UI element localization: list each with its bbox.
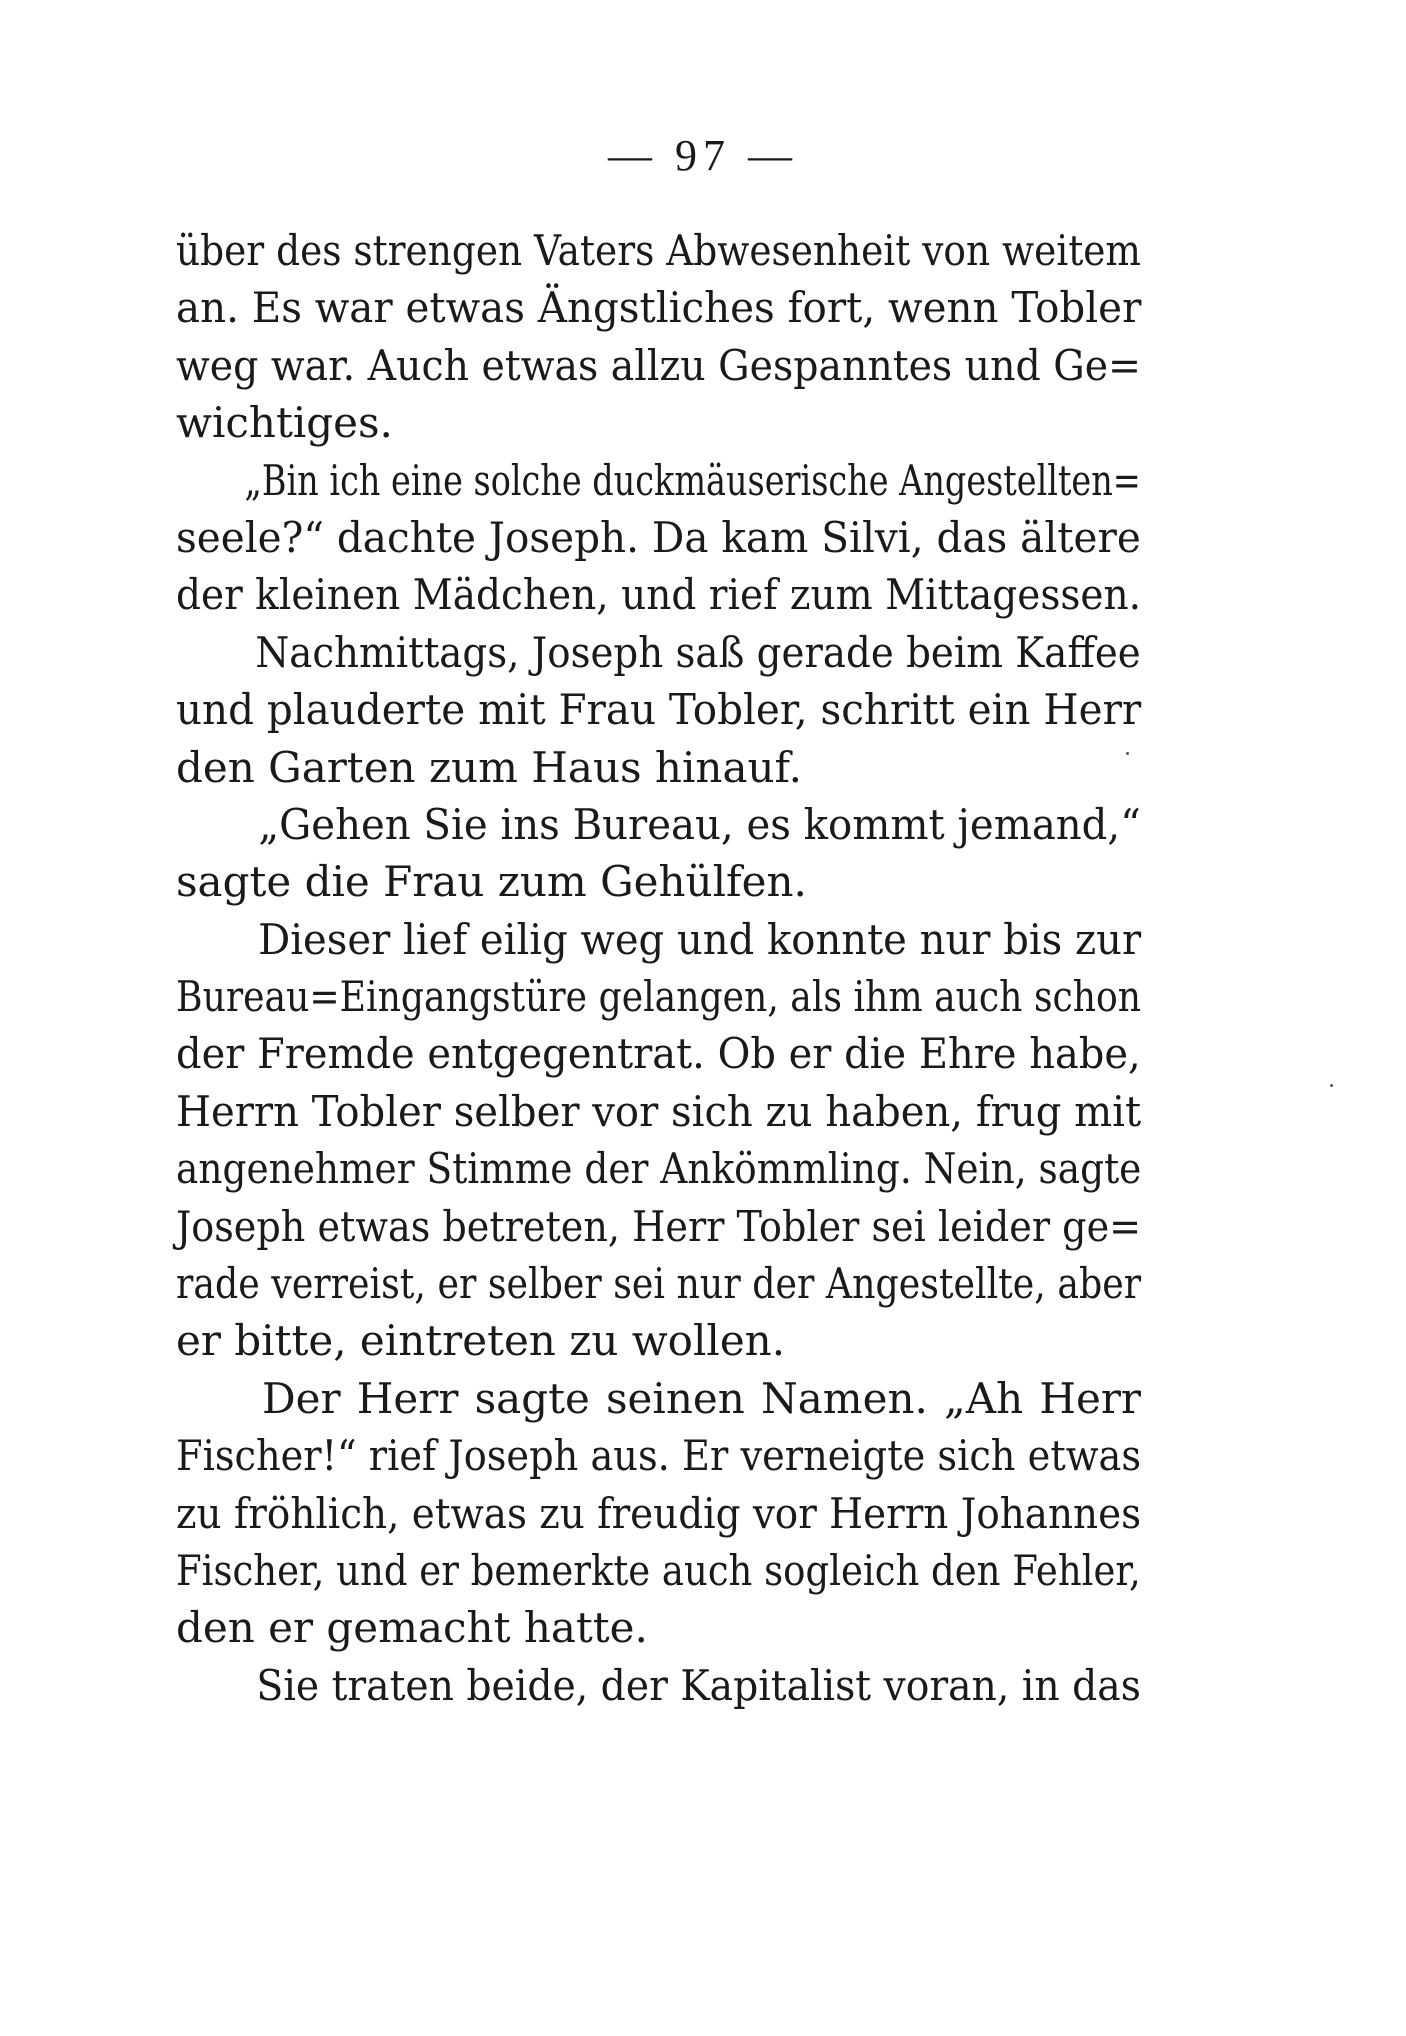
text-line: Sie traten beide, der Kapitalist voran, in das xyxy=(256,1660,1141,1710)
text-line: Fischer!“ rief Joseph aus. Er verneigte sich etwas xyxy=(176,1431,1142,1481)
text-line: und plauderte mit Frau Tobler, schritt ein Herr xyxy=(176,685,1142,735)
text-line: an. Es war etwas Ängstliches fort, wenn Tobler xyxy=(176,283,1142,333)
body-text xyxy=(176,222,1141,1714)
text-line: „Bin ich eine solche duckmäuserische Angestellten= xyxy=(244,455,1141,505)
text-line: über des strengen Vaters Abwesenheit von weitem xyxy=(176,226,1141,275)
text-line: den er gemacht hatte. xyxy=(176,1603,648,1653)
text-line: Der Herr sagte seinen Namen. „Ah Herr xyxy=(262,1373,1141,1423)
text-line: Herrn Tobler selber vor sich zu haben, frug mit xyxy=(176,1086,1142,1136)
text-line: wichtiges. xyxy=(176,398,393,448)
text-line: seele?“ dachte Joseph. Da kam Silvi, das ältere xyxy=(176,512,1141,562)
text-line: weg war. Auch etwas allzu Gespanntes und Ge= xyxy=(176,340,1142,390)
text-line: Joseph etwas betreten, Herr Tobler sei leider ge= xyxy=(176,1201,1142,1251)
text-line: der Fremde entgegentrat. Ob er die Ehre habe, xyxy=(176,1029,1141,1079)
text-line: Bureau=Eingangstüre gelangen, als ihm auch schon xyxy=(176,972,1142,1022)
text-line: angenehmer Stimme der Ankömmling. Nein, sagte xyxy=(176,1144,1142,1194)
text-line: er bitte, eintreten zu wollen. xyxy=(176,1316,786,1366)
paper-speck xyxy=(1126,752,1129,755)
text-line: Nachmittags, Joseph saß gerade beim Kaffee xyxy=(255,627,1141,677)
text-line: rade verreist, er selber sei nur der Angestellte, aber xyxy=(176,1259,1142,1309)
text-line: „Gehen Sie ins Bureau, es kommt jemand,“ xyxy=(258,799,1141,849)
paper-speck xyxy=(1330,1084,1333,1087)
page-number: — 97 — xyxy=(608,131,798,180)
text-line: zu fröhlich, etwas zu freudig vor Herrn Johannes xyxy=(176,1488,1142,1538)
text-line: den Garten zum Haus hinauf. xyxy=(176,742,802,792)
text-line: sagte die Frau zum Gehülfen. xyxy=(176,857,807,907)
text-line: Fischer, und er bemerkte auch sogleich den Fehler, xyxy=(176,1545,1141,1595)
text-line: der kleinen Mädchen, und rief zum Mittagessen. xyxy=(176,570,1142,620)
text-line: Dieser lief eilig weg und konnte nur bis zur xyxy=(258,914,1142,964)
